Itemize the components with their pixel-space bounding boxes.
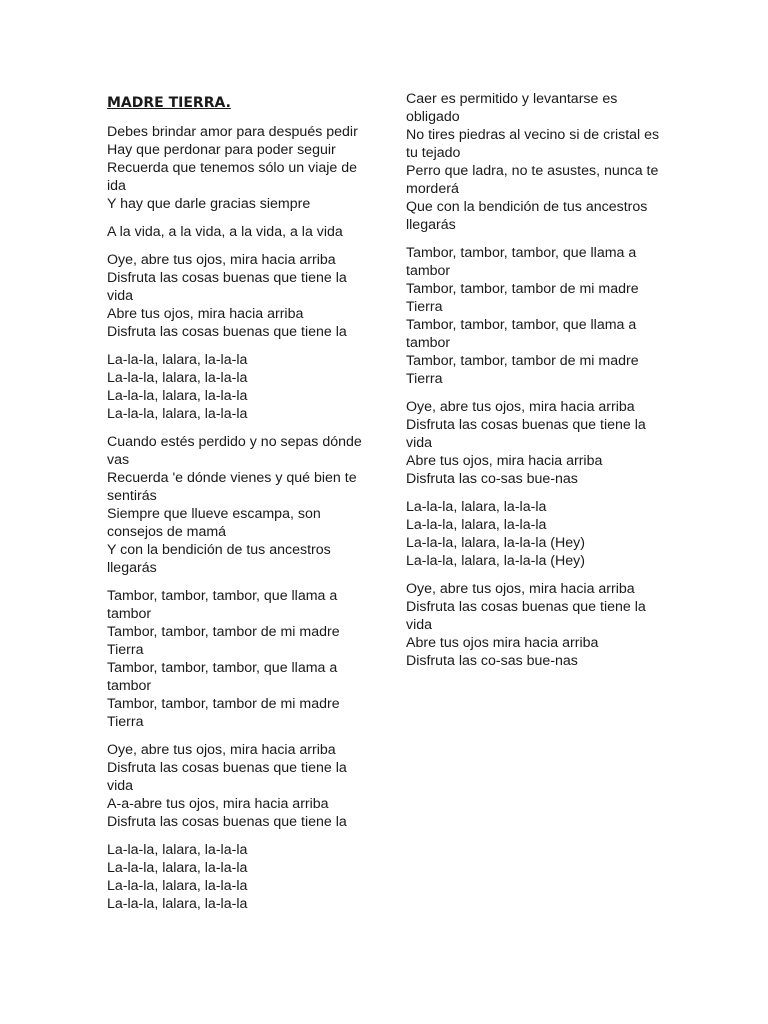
lyric-line: No tires piedras al vecino si de cristal es tu tejado: [406, 127, 660, 161]
lyric-line: Siempre que llueve escampa, son consejos de mamá: [107, 506, 321, 540]
lyric-line: Y hay que darle gracias siempre: [107, 196, 311, 212]
lyric-line: La-la-la, lalara, la-la-la: [107, 878, 248, 894]
lyric-line: Debes brindar amor para después pedir: [107, 124, 358, 140]
stanza: [406, 244, 668, 388]
stanza: [406, 398, 668, 488]
lyric-line: La-la-la, lalara, la-la-la: [107, 896, 248, 912]
stanza: [107, 123, 369, 213]
lyric-line: Caer es permitido y levantarse es obligado: [406, 91, 618, 125]
lyric-line: Disfruta las co-sas bue-nas: [406, 471, 578, 487]
lyric-line: Y con la bendición de tus ancestros llegarás: [107, 542, 331, 576]
lyric-line: Disfruta las cosas buenas que tiene la vida: [107, 760, 347, 794]
lyric-line: Disfruta las cosas buenas que tiene la vida: [107, 270, 347, 304]
lyric-line: La-la-la, lalara, la-la-la (Hey): [406, 535, 585, 551]
right-column: [406, 90, 668, 680]
lyric-line: Tambor, tambor, tambor de mi madre Tierra: [406, 353, 639, 387]
lyric-line: La-la-la, lalara, la-la-la (Hey): [406, 553, 585, 569]
stanza: [107, 841, 369, 913]
stanza: [107, 433, 369, 577]
stanza: [406, 498, 668, 570]
left-stanzas: [107, 123, 369, 913]
lyric-line: La-la-la, lalara, la-la-la: [406, 517, 547, 533]
lyric-line: Que con la bendición de tus ancestros llegarás: [406, 199, 648, 233]
lyric-line: Abre tus ojos mira hacia arriba: [406, 635, 599, 651]
right-stanzas: [406, 90, 668, 670]
lyric-line: Tambor, tambor, tambor de mi madre Tierra: [107, 624, 340, 658]
lyric-line: Tambor, tambor, tambor, que llama a tambor: [406, 245, 637, 279]
lyric-line: La-la-la, lalara, la-la-la: [107, 842, 248, 858]
lyric-line: La-la-la, lalara, la-la-la: [107, 388, 248, 404]
lyric-line: Disfruta las co-sas bue-nas: [406, 653, 578, 669]
lyric-line: Oye, abre tus ojos, mira hacia arriba: [107, 742, 336, 758]
stanza: [406, 90, 668, 234]
lyric-line: Abre tus ojos, mira hacia arriba: [107, 306, 304, 322]
lyric-line: Perro que ladra, no te asustes, nunca te morderá: [406, 163, 659, 197]
stanza: [107, 251, 369, 341]
lyric-line: Cuando estés perdido y no sepas dónde vas: [107, 434, 362, 468]
lyric-line: La-la-la, lalara, la-la-la: [107, 352, 248, 368]
stanza: [107, 223, 369, 241]
lyric-line: La-la-la, lalara, la-la-la: [107, 406, 248, 422]
lyric-line: Abre tus ojos, mira hacia arriba: [406, 453, 603, 469]
lyric-line: Disfruta las cosas buenas que tiene la: [107, 324, 347, 340]
stanza: [406, 580, 668, 670]
stanza: [107, 351, 369, 423]
left-column: [107, 90, 369, 923]
lyric-line: Recuerda 'e dónde vienes y qué bien te sentirás: [107, 470, 357, 504]
lyric-line: La-la-la, lalara, la-la-la: [406, 499, 547, 515]
stanza: [107, 741, 369, 831]
song-title: MADRE TIERRA.: [107, 95, 231, 111]
lyric-line: Tambor, tambor, tambor de mi madre Tierra: [406, 281, 639, 315]
lyric-line: La-la-la, lalara, la-la-la: [107, 860, 248, 876]
lyric-line: Tambor, tambor, tambor de mi madre Tierra: [107, 696, 340, 730]
lyric-line: Recuerda que tenemos sólo un viaje de ida: [107, 160, 358, 194]
lyric-line: Disfruta las cosas buenas que tiene la vida: [406, 599, 646, 633]
lyric-line: Oye, abre tus ojos, mira hacia arriba: [406, 581, 635, 597]
lyric-line: La-la-la, lalara, la-la-la: [107, 370, 248, 386]
lyric-line: Tambor, tambor, tambor, que llama a tambor: [107, 660, 338, 694]
lyric-line: Oye, abre tus ojos, mira hacia arriba: [406, 399, 635, 415]
lyric-line: Oye, abre tus ojos, mira hacia arriba: [107, 252, 336, 268]
lyric-line: Disfruta las cosas buenas que tiene la vida: [406, 417, 646, 451]
lyric-line: A-a-abre tus ojos, mira hacia arriba: [107, 796, 329, 812]
lyric-line: A la vida, a la vida, a la vida, a la vida: [107, 224, 343, 240]
lyric-line: Tambor, tambor, tambor, que llama a tambor: [107, 588, 338, 622]
lyric-line: Hay que perdonar para poder seguir: [107, 142, 336, 158]
lyric-line: Disfruta las cosas buenas que tiene la: [107, 814, 347, 830]
lyric-line: Tambor, tambor, tambor, que llama a tambor: [406, 317, 637, 351]
stanza: [107, 587, 369, 731]
